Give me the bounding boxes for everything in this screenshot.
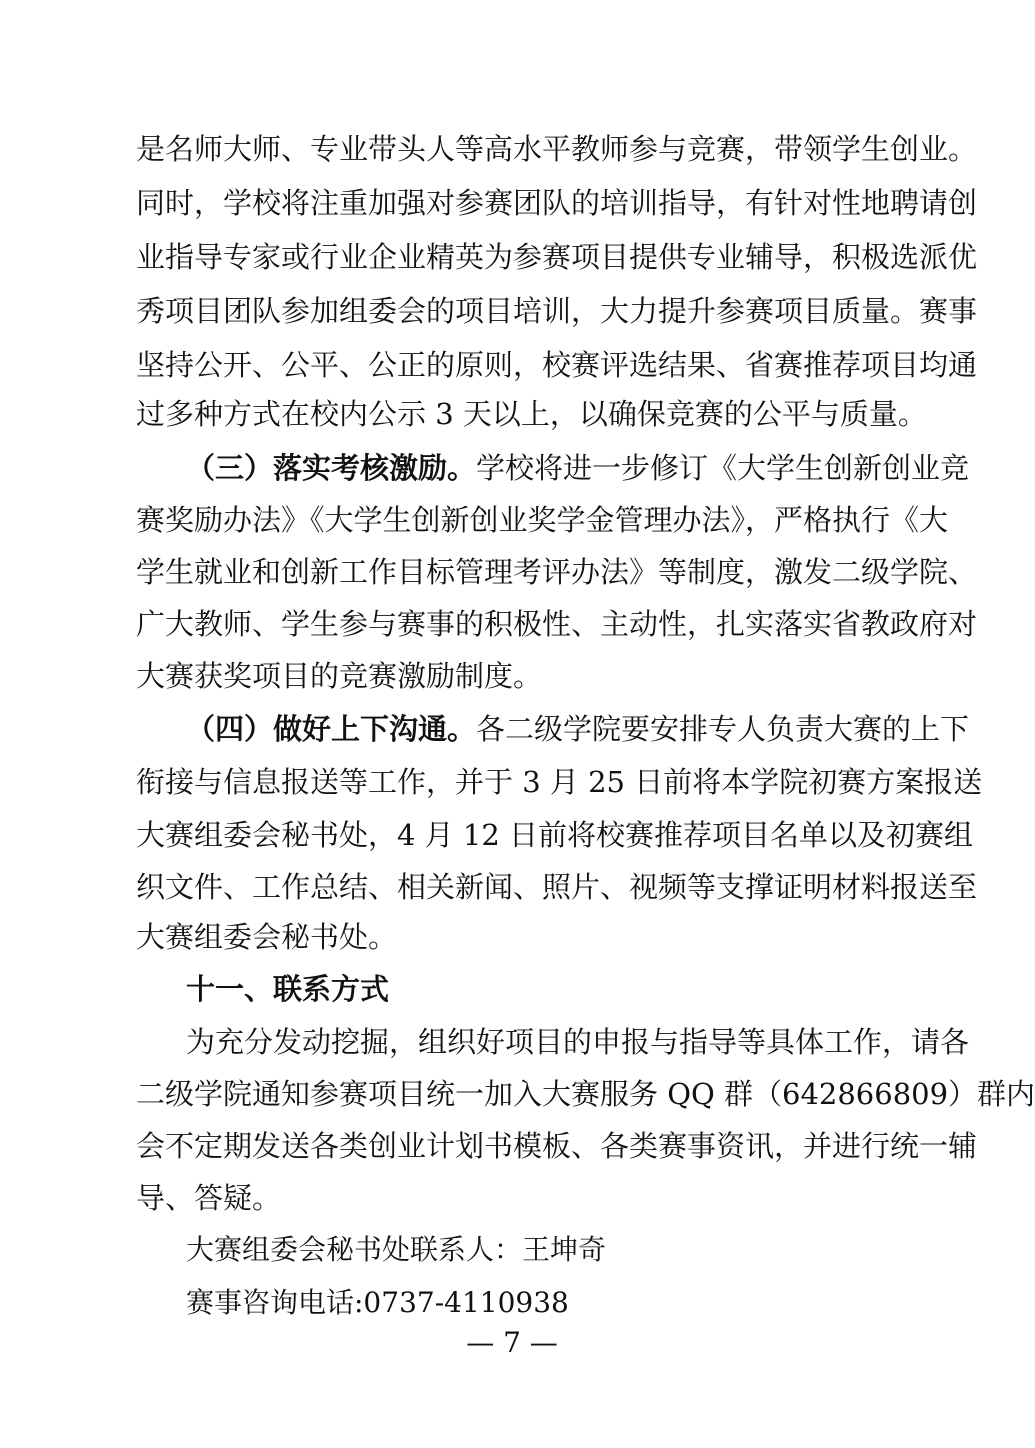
paragraph-1-line-4: 秀项目团队参加组委会的项目培训，大力提升参赛项目质量。赛事 xyxy=(136,294,978,328)
section-heading: 十一、联系方式 xyxy=(186,972,390,1006)
paragraph-1-line-1: 是名师大师、专业带头人等高水平教师参与竞赛，带领学生创业。 xyxy=(136,132,978,166)
paragraph-4-line-1: 为充分发动挖掘，组织好项目的申报与指导等具体工作，请各 xyxy=(186,1025,970,1059)
paragraph-3-lead: （四）做好上下沟通。 xyxy=(186,712,477,746)
contact-person: 大赛组委会秘书处联系人：王坤奇 xyxy=(186,1233,607,1266)
paragraph-2-line-5: 大赛获奖项目的竞赛激励制度。 xyxy=(136,659,543,693)
paragraph-3-line-3: 大赛组委会秘书处，4 月 12 日前将校赛推荐项目名单以及初赛组 xyxy=(136,818,974,852)
paragraph-3-line-5: 大赛组委会秘书处。 xyxy=(136,920,398,954)
paragraph-2-line-2: 赛奖励办法》《大学生创新创业奖学金管理办法》，严格执行《大 xyxy=(136,503,949,537)
paragraph-4-line-3: 会不定期发送各类创业计划书模板、各类赛事资讯，并进行统一辅 xyxy=(136,1129,978,1163)
paragraph-1-line-2: 同时，学校将注重加强对参赛团队的培训指导，有针对性地聘请创 xyxy=(136,186,978,220)
page-number: — 7 — xyxy=(466,1326,558,1359)
paragraph-3-line-2: 衔接与信息报送等工作，并于 3 月 25 日前将本学院初赛方案报送 xyxy=(136,765,983,799)
paragraph-2-line-4: 广大教师、学生参与赛事的积极性、主动性，扎实落实省教政府对 xyxy=(136,607,978,641)
paragraph-2-line-3: 学生就业和创新工作目标管理考评办法》等制度，激发二级学院、 xyxy=(136,555,978,589)
paragraph-2-lead: （三）落实考核激励。 xyxy=(186,451,477,485)
contact-phone: 赛事咨询电话:0737-4110938 xyxy=(186,1286,569,1319)
paragraph-4-line-2: 二级学院通知参赛项目统一加入大赛服务 QQ 群（642866809）群内 xyxy=(136,1077,1035,1111)
paragraph-3-first-rest: 各二级学院要安排专人负责大赛的上下 xyxy=(476,712,970,746)
paragraph-3-line-4: 织文件、工作总结、相关新闻、照片、视频等支撑证明材料报送至 xyxy=(136,870,978,904)
paragraph-1-line-5: 坚持公开、公平、公正的原则，校赛评选结果、省赛推荐项目均通 xyxy=(136,348,978,382)
paragraph-4-line-4: 导、答疑。 xyxy=(136,1181,282,1215)
paragraph-1-line-3: 业指导专家或行业企业精英为参赛项目提供专业辅导，积极选派优 xyxy=(136,240,978,274)
paragraph-2-line-1 xyxy=(186,442,970,494)
paragraph-2-first-rest: 学校将进一步修订《大学生创新创业竞 xyxy=(476,451,970,485)
paragraph-3-line-1 xyxy=(186,703,970,755)
paragraph-1-line-6: 过多种方式在校内公示 3 天以上，以确保竞赛的公平与质量。 xyxy=(136,397,927,431)
